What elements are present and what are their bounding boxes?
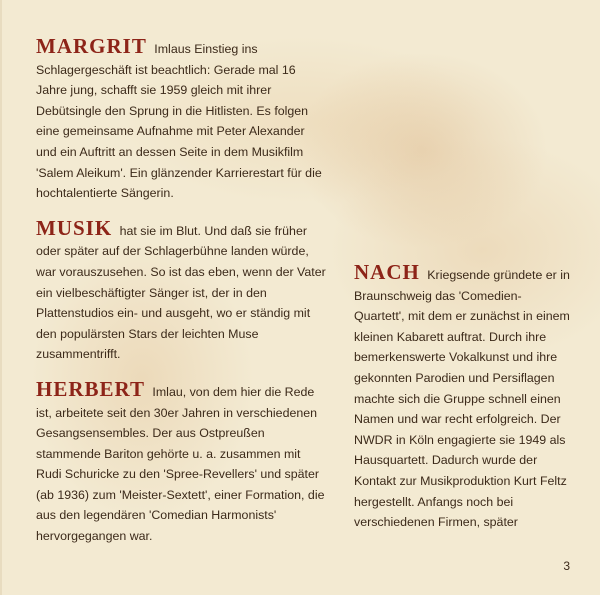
paragraph-nach-text: Kriegsende gründete er in Braunschweig das 'Comedien-Quartett', mit dem er zunächst in einem kleinen Kabarett auftrat. Durch ihre bemerkenswerte Vokalkunst und ihre gekonnten Parodien und Persiflagen machte sich die Gruppe schnell einen Namen und war recht erfolgreich. Der NWDR in Köln engagierte sie 1949 als Hausquartett. Dadurch wurde der Kontakt zur Musikproduktion Kurt Feltz hergestellt. Anfangs noch bei verschiedenen Firmen, später <box>354 268 570 530</box>
paragraph-musik-text: hat sie im Blut. Und daß sie früher oder später auf der Schlagerbühne landen würde, war vorauszusehen. So ist das eben, wenn der Vater ein vielbeschäftigter Sänger ist, der in den Plattenstudios ein- und ausgeht, wo er ständig mit den populärsten Stars der leichten Muse zusammentrifft. <box>36 223 326 362</box>
paragraph-herbert-text: Imlau, von dem hier die Rede ist, arbeitete seit den 30er Jahren in verschiedenen Gesangsensembles. Der aus Ostpreußen stammende Bariton gehörte u. a. zusammen mit Rudi Schuricke zu den 'Spree-Revellers' und später (ab 1936) zum 'Meister-Sextett', einer Formation, die aus den legendären 'Comedian Harmonists' hervorgegangen war. <box>36 384 325 544</box>
paragraph-herbert <box>36 376 326 547</box>
right-column <box>354 262 572 547</box>
page-number: 3 <box>563 559 570 573</box>
paragraph-margrit <box>36 36 326 204</box>
left-column <box>36 36 326 561</box>
keyword-herbert: HERBERT <box>36 376 145 401</box>
keyword-musik: MUSIK <box>36 215 113 240</box>
keyword-nach: NACH <box>354 260 420 284</box>
paragraph-musik <box>36 215 326 365</box>
keyword-margrit: MARGRIT <box>36 34 147 58</box>
paragraph-nach <box>354 262 572 533</box>
paragraph-margrit-text: Imlaus Einstieg ins Schlagergeschäft ist beachtlich: Gerade mal 16 Jahre jung, schafft sie 1959 gleich mit ihrer Debütsingle den Sprung in die Hitlisten. Es folgen eine gemeinsame Aufnahme mit Peter Alexander und ein Auftritt an dessen Seite in dem Musikfilm 'Salem Aleikum'. Ein glänzender Karrierestart für die hochtalentierte Sängerin. <box>36 42 322 201</box>
